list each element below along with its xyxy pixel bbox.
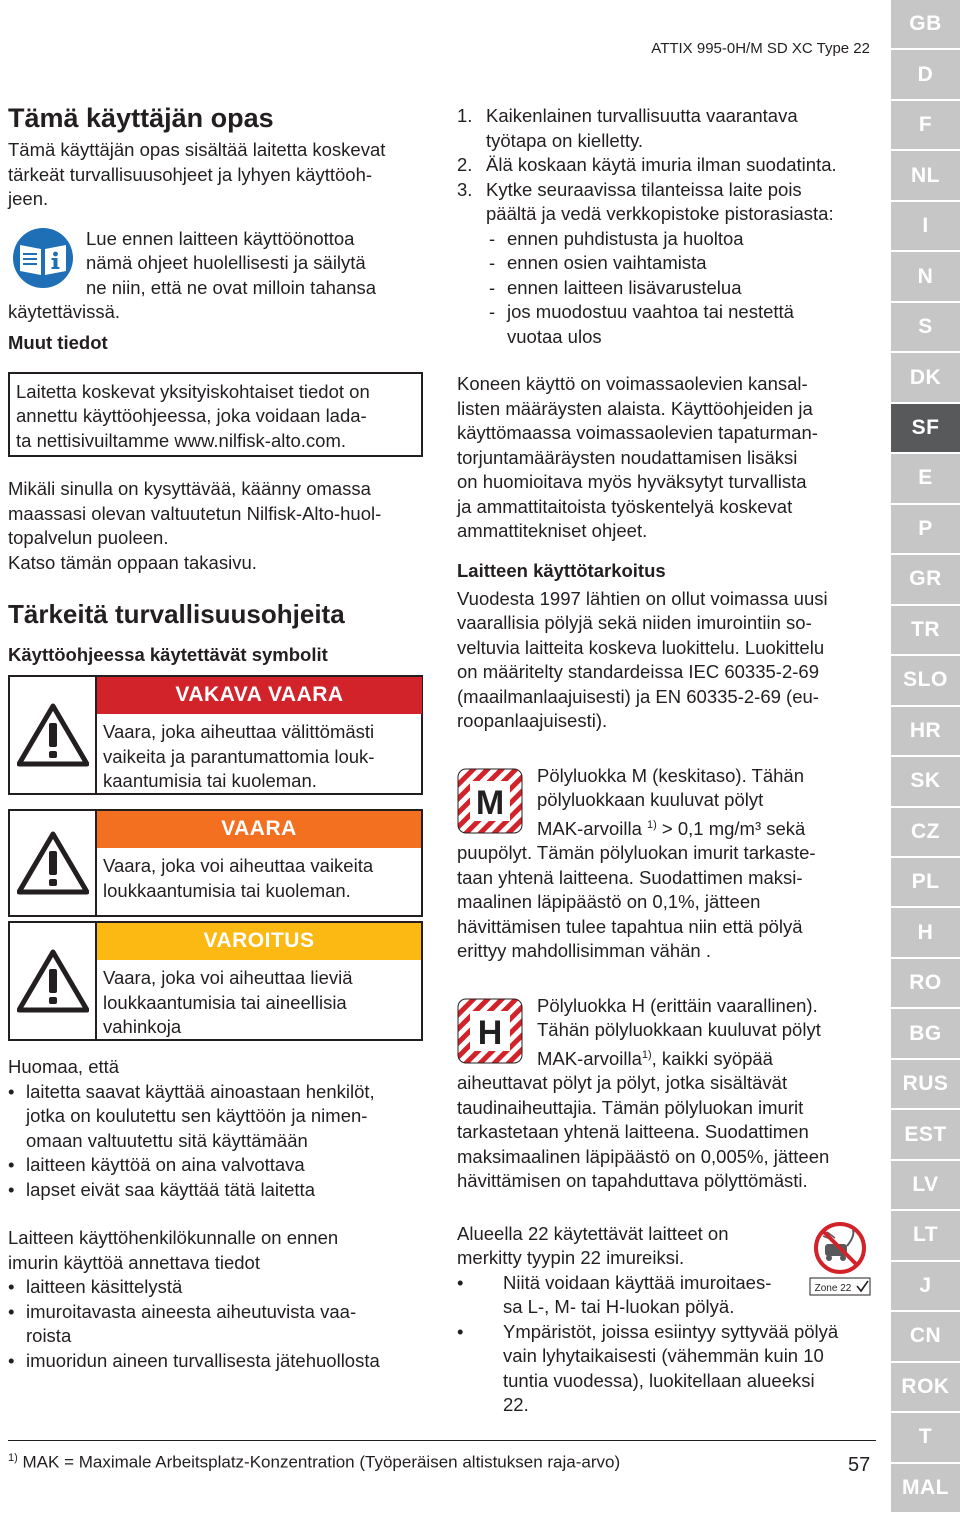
list-item: • Ympäristöt, joissa esiintyy syttyvää pölyä vain lyhytaikaisesti (vähemmän kuin 10 tuntia vuodessa), luokitellaan alueeksi 22. [457, 1320, 875, 1418]
note-heading: Huomaa, että [8, 1056, 120, 1077]
dust-class-h-icon [457, 998, 523, 1064]
svg-text:H: H [477, 1013, 503, 1052]
zone-22-section: Zone 22 Alueella 22 käytettävät laitteet on merkitty tyypin 22 imureiksi. • Niitä voidaan käyttää imuroitaes- sa L-, M- tai H-luokan pölyä. • Ympäristöt, joissa esiintyy syttyvää pölyä vain lyhytaikaisesti (vähemmän kuin 10 tuntia vuodessa), luokitellaan alueeksi 22. [457, 1222, 875, 1418]
regulations-text: Koneen käyttö on voimassaolevien kansal- listen määräysten alaista. Käyttöohjeiden ja käyttömaassa voimassaolevien tapaturman- torjuntamääräysten noudattamisen lisäksi on huomioitava myös hyväksytyt turvallista ja ammattitaitoista työskentelyä koskevat ammattitekniset ohjeet. [457, 373, 818, 541]
safety-title: Tärkeitä turvallisuusohjeita [8, 599, 345, 629]
language-tab-s[interactable]: S [891, 303, 960, 353]
read-manual-icon [8, 227, 78, 289]
intro-text: Tämä käyttäjän opas sisältää laitetta koskevat tärkeät turvallisuusohjeet ja lyhyen käyttöoh- jeen. [8, 139, 386, 209]
page-number: 57 [848, 1454, 871, 1476]
warning-triangle-icon [17, 949, 89, 1013]
language-tab-slo[interactable]: SLO [891, 656, 960, 706]
dust-class-h: H Pölyluokka H (erittäin vaarallinen). Tähän pölyluokkaan kuuluvat pölyt MAK-arvoilla$^{1)}$, kaikki syöpää aiheuttavat pölyt ja pölyt, jotka sisältävät taudinaiheuttajia. Tämän pölyluokan imurit tarkastetaan yhtenä laitteena. Suodattimen maksimaalinen läpipäästö on 0,005%, jätteen hävittämisen on tapahduttava pölyttömästi. [457, 994, 830, 1192]
more-info-heading: Muut tiedot [8, 331, 108, 353]
language-tab-e[interactable]: E [891, 454, 960, 504]
read-instructions: Lue ennen laitteen käyttöönottoa nämä ohjeet huolellisesti ja säilytä ne niin, että ne ovat milloin tahansa käytettävissä. [8, 227, 377, 322]
symbols-heading: Käyttöohjeessa käytettävät symbolit [8, 644, 328, 665]
language-tab-dk[interactable]: DK [891, 353, 960, 403]
language-tab-h[interactable]: H [891, 908, 960, 958]
language-tab-j[interactable]: J [891, 1262, 960, 1312]
purpose-text: Vuodesta 1997 lähtien on ollut voimassa uusi vaarallisia pölyjä sekä niiden imurointiin so- veltuvia laitteita koskeva luokittelu. Luokittelu on määritelty standardeissa IEC 60335-2-69 (maailmanlaajuisesti) ja EN 60335-2-69 (eu- roopanlaajuisesti). [457, 587, 828, 731]
language-tab-p[interactable]: P [891, 505, 960, 555]
svg-text:Zone 22: Zone 22 [814, 1282, 852, 1294]
language-tab-est[interactable]: EST [891, 1110, 960, 1160]
footnote-divider [8, 1440, 876, 1441]
language-tabs [891, 0, 960, 1514]
svg-text:M: M [475, 783, 505, 822]
language-tab-sf[interactable]: SF [891, 404, 960, 454]
list-item: 3. Kytke seuraavissa tilanteissa laite pois päältä ja vedä verkkopistoke pistorasiasta: [457, 178, 834, 224]
notes-list [8, 1080, 423, 1203]
list-item: • imuoridun aineen turvallisesta jätehuollosta [8, 1349, 423, 1374]
symbol-caution: VAROITUS Vaara, joka voi aiheuttaa lieviä loukkaantumisia tai aineellisia vahinkoja [8, 921, 423, 1041]
dust-class-m-icon [457, 768, 523, 834]
language-tab-lt[interactable]: LT [891, 1211, 960, 1261]
language-tab-tr[interactable]: TR [891, 606, 960, 656]
list-item: - jos muodostuu vaahtoa tai nestettä vuotaa ulos [489, 300, 875, 349]
dash-list [489, 227, 875, 350]
list-item: • lapset eivät saa käyttää tätä laitetta [8, 1178, 423, 1203]
danger-label: VAKAVA VAARA [97, 677, 422, 714]
symbol-warning: VAARA Vaara, joka voi aiheuttaa vaikeita loukkaantumisia tai kuoleman. [8, 809, 423, 917]
model-header: ATTIX 995-0H/M SD XC Type 22 [651, 40, 870, 57]
language-tab-f[interactable]: F [891, 101, 960, 151]
warning-triangle-icon [17, 831, 89, 895]
contact-text: Mikäli sinulla on kysyttävää, käänny omassa maassasi olevan valtuutetun Nilfisk-Alto-huol- topalvelun puoleen. Katso tämän oppaan takasivu. [8, 478, 382, 573]
footnote: $^{1)}$ MAK = Maximale Arbeitsplatz-Konzentration (Työperäisen altistuksen raja-arvo) [8, 1452, 621, 1472]
language-tab-nl[interactable]: NL [891, 151, 960, 201]
list-item: - ennen osien vaihtamista [489, 251, 875, 276]
language-tab-mal[interactable]: MAL [891, 1464, 960, 1514]
list-item: • Niitä voidaan käyttää imuroitaes- sa L-, M- tai H-luokan pölyä. [457, 1271, 875, 1320]
language-tab-sk[interactable]: SK [891, 757, 960, 807]
operator-intro: Laitteen käyttöhenkilökunnalle on ennen imurin käyttöä annettava tiedot [8, 1227, 339, 1273]
symbols-table [8, 675, 423, 1041]
info-box: Laitetta koskevat yksityiskohtaiset tiedot on annettu käyttöohjeessa, joka voidaan lada- ta nettisivuiltamme www.nilfisk-alto.com. [8, 372, 423, 458]
language-tab-lv[interactable]: LV [891, 1161, 960, 1211]
list-item: 1. Kaikenlainen turvallisuutta vaarantava työtapa on kielletty. [457, 105, 798, 151]
zone-list [457, 1271, 875, 1418]
list-item: - ennen laitteen lisävarustelua [489, 276, 875, 301]
list-item: - ennen puhdistusta ja huoltoa [489, 227, 875, 252]
language-tab-d[interactable]: D [891, 50, 960, 100]
language-tab-ro[interactable]: RO [891, 959, 960, 1009]
dust-class-m: M Pölyluokka M (keskitaso). Tähän pölyluokkaan kuuluvat pölyt MAK-arvoilla $^{1)}$ > 0,1 mg/m³ sekä puupölyt. Tämän pölyluokan imurit tarkaste- taan yhtenä laitteena. Suodattimen maksi- maalinen läpipäästö on 0,1%, jätteen hävittämisen tulee tapahtua niin että pölyä erittyy mahdollisimman vähän . [457, 764, 816, 962]
numbered-list [457, 104, 875, 227]
language-tab-cn[interactable]: CN [891, 1312, 960, 1362]
list-item: • imuroitavasta aineesta aiheutuvista vaa- roista [8, 1300, 423, 1349]
language-tab-pl[interactable]: PL [891, 858, 960, 908]
list-item: • laitteen käyttöä on aina valvottava [8, 1153, 423, 1178]
language-tab-i[interactable]: I [891, 202, 960, 252]
language-tab-gb[interactable]: GB [891, 0, 960, 50]
language-tab-n[interactable]: N [891, 252, 960, 302]
page-title: Tämä käyttäjän opas [8, 103, 274, 133]
caution-label: VAROITUS [97, 923, 421, 960]
language-tab-rok[interactable]: ROK [891, 1363, 960, 1413]
left-column [8, 100, 423, 1373]
language-tab-t[interactable]: T [891, 1413, 960, 1463]
purpose-heading: Laitteen käyttötarkoitus [457, 559, 666, 581]
operator-list [8, 1275, 423, 1373]
language-tab-bg[interactable]: BG [891, 1009, 960, 1059]
language-tab-gr[interactable]: GR [891, 555, 960, 605]
list-item: 2. Älä koskaan käytä imuria ilman suodatinta. [457, 154, 837, 175]
warning-label: VAARA [97, 811, 421, 848]
language-tab-hr[interactable]: HR [891, 707, 960, 757]
list-item: • laitetta saavat käyttää ainoastaan henkilöt, jotka on koulutettu sen käyttöön ja nimen- omaan valtuutettu sitä käyttämään [8, 1080, 423, 1154]
right-column [457, 104, 875, 1418]
warning-triangle-icon [17, 703, 89, 767]
language-tab-cz[interactable]: CZ [891, 808, 960, 858]
language-tab-rus[interactable]: RUS [891, 1060, 960, 1110]
symbol-danger: VAKAVA VAARA Vaara, joka aiheuttaa välittömästi vaikeita ja parantumattomia louk- kaantumisia tai kuoleman. [8, 675, 423, 795]
list-item: • laitteen käsittelystä [8, 1275, 423, 1300]
